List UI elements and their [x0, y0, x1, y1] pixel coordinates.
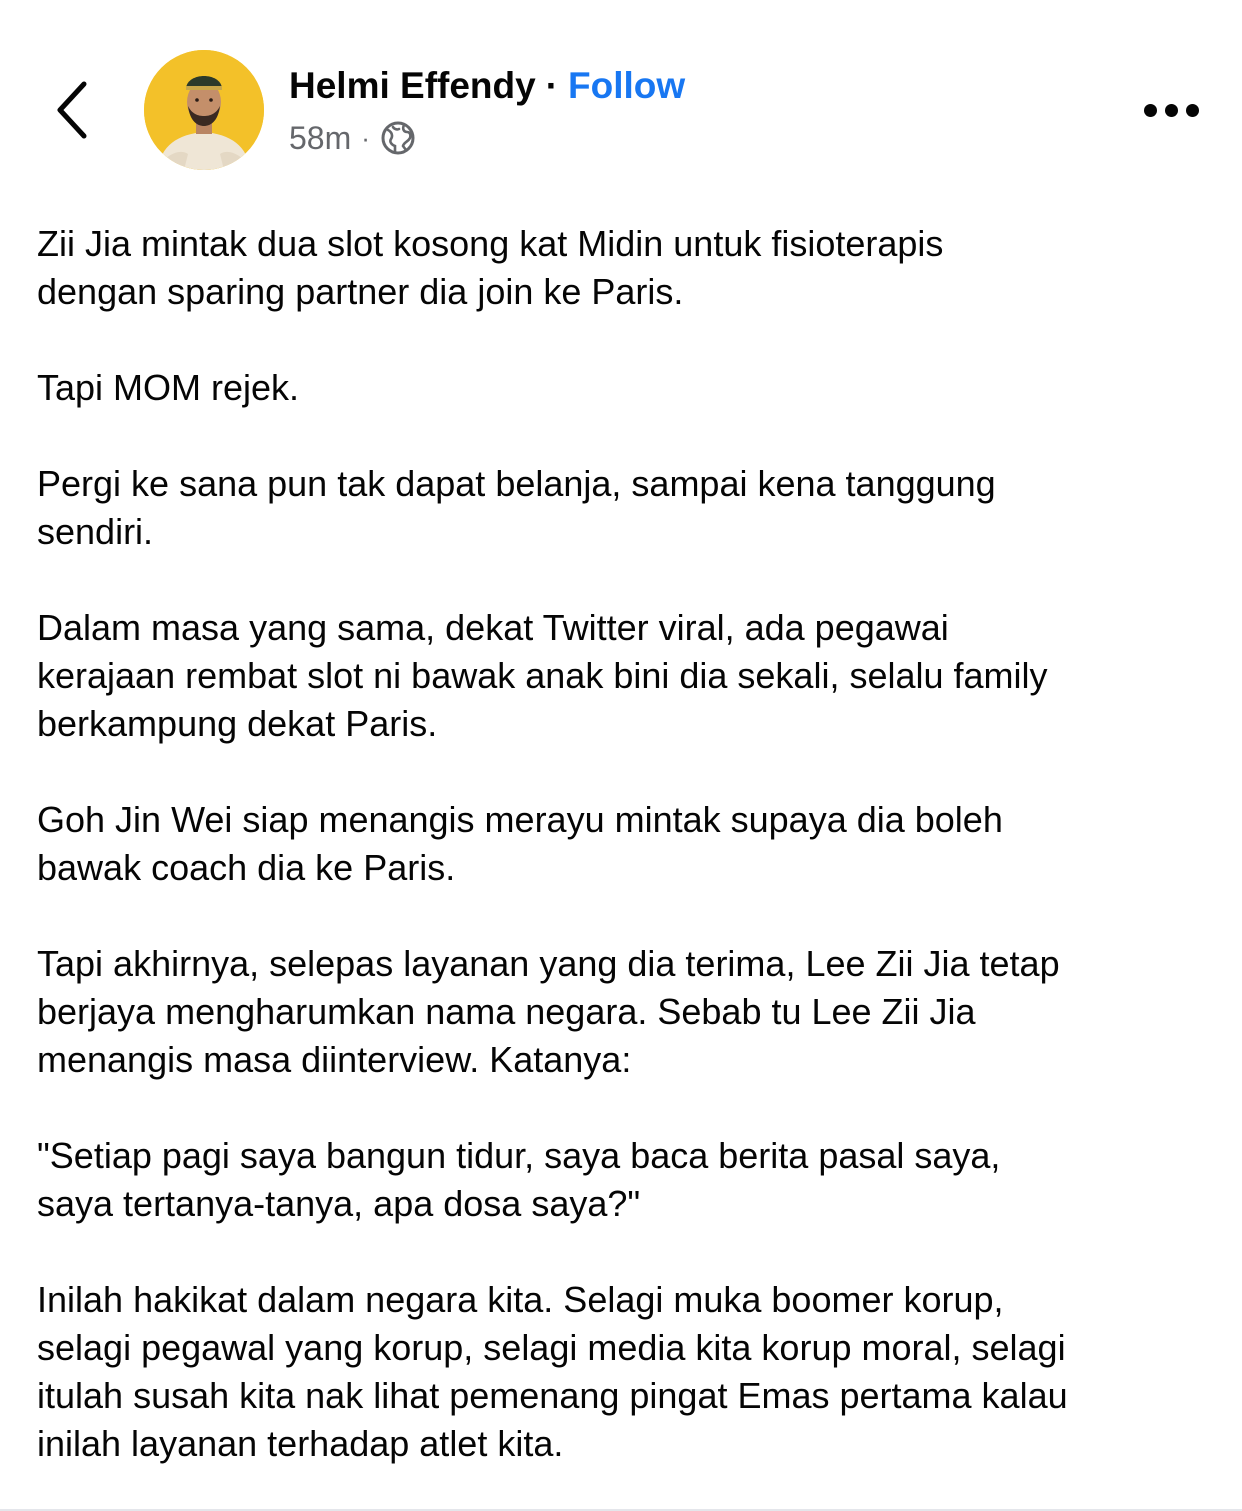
- post-text-line: itulah susah kita nak lihat pemenang pingat Emas pertama kalau: [37, 1375, 1068, 1416]
- post-text-line: Zii Jia mintak dua slot kosong kat Midin untuk fisioterapis: [37, 223, 944, 264]
- post-text-line: Dalam masa yang sama, dekat Twitter viral, ada pegawai: [37, 607, 949, 648]
- post-text-line: Goh Jin Wei siap menangis merayu mintak supaya dia boleh: [37, 799, 1003, 840]
- post-text-line: Tapi MOM rejek.: [37, 367, 300, 408]
- author-avatar[interactable]: [144, 50, 264, 170]
- post-text-line: "Setiap pagi saya bangun tidur, saya baca berita pasal saya,: [37, 1135, 1001, 1176]
- avatar-photo: [144, 50, 264, 170]
- more-dot: [1186, 104, 1199, 117]
- more-dot: [1165, 104, 1178, 117]
- post-paragraph: [37, 1276, 1212, 1468]
- post-meta: [289, 116, 416, 160]
- post-paragraph: [37, 604, 1212, 748]
- chevron-left-icon: [55, 80, 89, 140]
- post-timestamp[interactable]: 58m: [289, 119, 352, 156]
- post-text-line: inilah layanan terhadap atlet kita.: [37, 1423, 564, 1464]
- author-name-row: [289, 60, 685, 112]
- more-options-button[interactable]: [1130, 80, 1212, 140]
- post-text-line: Pergi ke sana pun tak dapat belanja, sampai kena tanggung: [37, 463, 996, 504]
- post-text: [37, 220, 1212, 1468]
- post-paragraph: [37, 460, 1212, 556]
- post-text-line: saya tertanya-tanya, apa dosa saya?": [37, 1183, 641, 1224]
- post-text-line: sendiri.: [37, 511, 154, 552]
- post-text-line: berkampung dekat Paris.: [37, 703, 438, 744]
- post-text-line: dengan sparing partner dia join ke Paris.: [37, 271, 684, 312]
- post-text-line: Inilah hakikat dalam negara kita. Selagi muka boomer korup,: [37, 1279, 1004, 1320]
- follow-button[interactable]: Follow: [568, 65, 686, 106]
- more-dot: [1144, 104, 1157, 117]
- post-text-line: kerajaan rembat slot ni bawak anak bini dia sekali, selalu family: [37, 655, 1048, 696]
- meta-separator: ·: [361, 122, 370, 153]
- post-text-line: Tapi akhirnya, selepas layanan yang dia terima, Lee Zii Jia tetap: [37, 943, 1060, 984]
- post-text-line: menangis masa diinterview. Katanya:: [37, 1039, 632, 1080]
- name-separator: ·: [545, 65, 559, 106]
- post-paragraph: [37, 796, 1212, 892]
- post-text-line: berjaya mengharumkan nama negara. Sebab tu Lee Zii Jia: [37, 991, 976, 1032]
- post-text-line: bawak coach dia ke Paris.: [37, 847, 456, 888]
- post-paragraph: [37, 220, 1212, 316]
- globe-icon: [380, 120, 416, 156]
- post-paragraph: [37, 940, 1212, 1084]
- post-paragraph: [37, 1132, 1212, 1228]
- post-header: [0, 0, 1242, 200]
- post-text-line: selagi pegawal yang korup, selagi media kita korup moral, selagi: [37, 1327, 1066, 1368]
- post-paragraph: [37, 364, 1212, 412]
- author-name[interactable]: Helmi Effendy: [289, 65, 536, 106]
- back-button[interactable]: [40, 70, 104, 150]
